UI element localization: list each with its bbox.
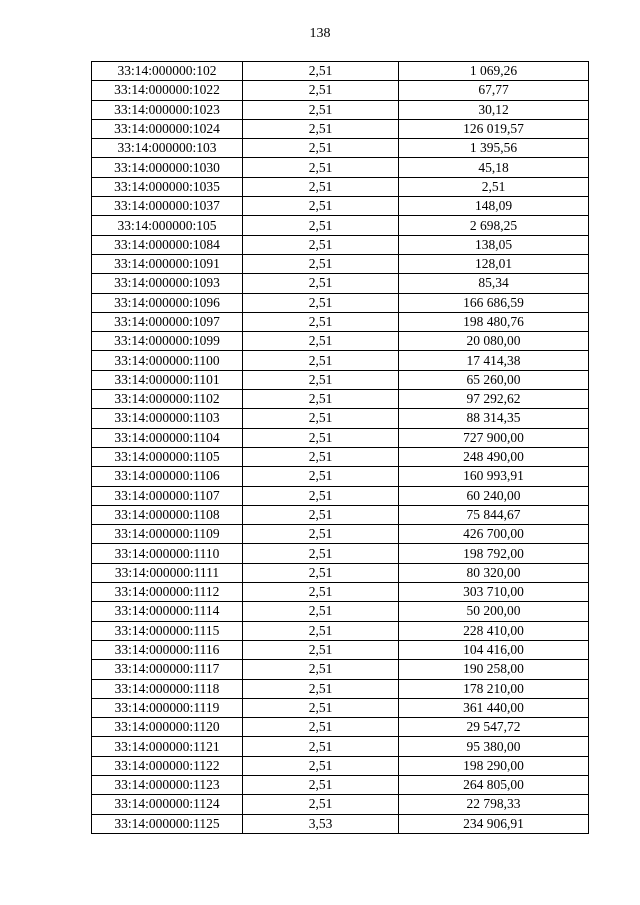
amount-cell: 97 292,62 [399,390,589,409]
amount-cell: 228 410,00 [399,621,589,640]
amount-cell: 178 210,00 [399,679,589,698]
cadastral-number-cell: 33:14:000000:1102 [92,390,243,409]
table-row [92,640,589,659]
amount-cell: 264 805,00 [399,775,589,794]
amount-cell: 198 792,00 [399,544,589,563]
rate-cell: 2,51 [243,81,399,100]
table-row [92,756,589,775]
table-row [92,235,589,254]
table-row [92,274,589,293]
amount-cell: 2,51 [399,177,589,196]
cadastral-number-cell: 33:14:000000:1123 [92,775,243,794]
cadastral-number-cell: 33:14:000000:1084 [92,235,243,254]
rate-cell: 2,51 [243,274,399,293]
rate-cell: 2,51 [243,351,399,370]
rate-cell: 2,51 [243,505,399,524]
table-row [92,312,589,331]
cadastral-number-cell: 33:14:000000:1116 [92,640,243,659]
rate-cell: 2,51 [243,177,399,196]
cadastral-number-cell: 33:14:000000:1114 [92,602,243,621]
cadastral-number-cell: 33:14:000000:1091 [92,254,243,273]
table-row [92,775,589,794]
rate-cell: 2,51 [243,583,399,602]
table-row [92,486,589,505]
cadastral-number-cell: 33:14:000000:1107 [92,486,243,505]
table-row [92,447,589,466]
cadastral-number-cell: 33:14:000000:1120 [92,718,243,737]
cadastral-number-cell: 33:14:000000:1118 [92,679,243,698]
rate-cell: 2,51 [243,775,399,794]
rate-cell: 2,51 [243,216,399,235]
rate-cell: 2,51 [243,312,399,331]
cadastral-number-cell: 33:14:000000:1022 [92,81,243,100]
table-row [92,293,589,312]
amount-cell: 303 710,00 [399,583,589,602]
rate-cell: 2,51 [243,254,399,273]
cadastral-number-cell: 33:14:000000:103 [92,139,243,158]
amount-cell: 426 700,00 [399,525,589,544]
cadastral-number-cell: 33:14:000000:102 [92,62,243,81]
amount-cell: 361 440,00 [399,698,589,717]
amount-cell: 30,12 [399,100,589,119]
rate-cell: 2,51 [243,756,399,775]
cadastral-number-cell: 33:14:000000:1030 [92,158,243,177]
rate-cell: 2,51 [243,158,399,177]
cadastral-number-cell: 33:14:000000:1122 [92,756,243,775]
cadastral-number-cell: 33:14:000000:1121 [92,737,243,756]
rate-cell: 3,53 [243,814,399,833]
amount-cell: 138,05 [399,235,589,254]
amount-cell: 80 320,00 [399,563,589,582]
table-row [92,409,589,428]
amount-cell: 126 019,57 [399,119,589,138]
cadastral-number-cell: 33:14:000000:1105 [92,447,243,466]
table-row [92,795,589,814]
rate-cell: 2,51 [243,525,399,544]
table-row [92,139,589,158]
table-row [92,100,589,119]
cadastral-value-table [91,61,589,834]
table-row [92,119,589,138]
rate-cell: 2,51 [243,602,399,621]
amount-cell: 1 069,26 [399,62,589,81]
cadastral-number-cell: 33:14:000000:105 [92,216,243,235]
amount-cell: 20 080,00 [399,332,589,351]
rate-cell: 2,51 [243,737,399,756]
rate-cell: 2,51 [243,467,399,486]
rate-cell: 2,51 [243,679,399,698]
rate-cell: 2,51 [243,621,399,640]
table-row [92,158,589,177]
table-row [92,602,589,621]
cadastral-number-cell: 33:14:000000:1099 [92,332,243,351]
cadastral-number-cell: 33:14:000000:1125 [92,814,243,833]
table-row [92,467,589,486]
cadastral-number-cell: 33:14:000000:1103 [92,409,243,428]
cadastral-number-cell: 33:14:000000:1108 [92,505,243,524]
amount-cell: 104 416,00 [399,640,589,659]
cadastral-number-cell: 33:14:000000:1119 [92,698,243,717]
amount-cell: 198 480,76 [399,312,589,331]
table-row [92,216,589,235]
amount-cell: 45,18 [399,158,589,177]
table-body [92,62,589,834]
table-row [92,544,589,563]
table-row [92,698,589,717]
rate-cell: 2,51 [243,718,399,737]
rate-cell: 2,51 [243,447,399,466]
rate-cell: 2,51 [243,197,399,216]
table-row [92,428,589,447]
rate-cell: 2,51 [243,293,399,312]
amount-cell: 29 547,72 [399,718,589,737]
amount-cell: 60 240,00 [399,486,589,505]
rate-cell: 2,51 [243,370,399,389]
cadastral-number-cell: 33:14:000000:1104 [92,428,243,447]
table-row [92,737,589,756]
table-row [92,525,589,544]
cadastral-number-cell: 33:14:000000:1024 [92,119,243,138]
table-row [92,660,589,679]
rate-cell: 2,51 [243,428,399,447]
cadastral-number-cell: 33:14:000000:1117 [92,660,243,679]
amount-cell: 148,09 [399,197,589,216]
page-number: 138 [309,26,331,41]
cadastral-number-cell: 33:14:000000:1124 [92,795,243,814]
rate-cell: 2,51 [243,235,399,254]
cadastral-number-cell: 33:14:000000:1109 [92,525,243,544]
table-row [92,332,589,351]
rate-cell: 2,51 [243,139,399,158]
table-row [92,197,589,216]
rate-cell: 2,51 [243,544,399,563]
cadastral-number-cell: 33:14:000000:1097 [92,312,243,331]
amount-cell: 727 900,00 [399,428,589,447]
amount-cell: 65 260,00 [399,370,589,389]
cadastral-number-cell: 33:14:000000:1115 [92,621,243,640]
rate-cell: 2,51 [243,563,399,582]
rate-cell: 2,51 [243,62,399,81]
cadastral-number-cell: 33:14:000000:1110 [92,544,243,563]
table-row [92,62,589,81]
cadastral-number-cell: 33:14:000000:1112 [92,583,243,602]
amount-cell: 75 844,67 [399,505,589,524]
cadastral-number-cell: 33:14:000000:1037 [92,197,243,216]
table-row [92,621,589,640]
amount-cell: 128,01 [399,254,589,273]
amount-cell: 95 380,00 [399,737,589,756]
cadastral-number-cell: 33:14:000000:1035 [92,177,243,196]
table-row [92,814,589,833]
table-row [92,679,589,698]
amount-cell: 234 906,91 [399,814,589,833]
amount-cell: 190 258,00 [399,660,589,679]
table-row [92,254,589,273]
rate-cell: 2,51 [243,390,399,409]
cadastral-number-cell: 33:14:000000:1111 [92,563,243,582]
amount-cell: 166 686,59 [399,293,589,312]
amount-cell: 50 200,00 [399,602,589,621]
rate-cell: 2,51 [243,332,399,351]
cadastral-number-cell: 33:14:000000:1023 [92,100,243,119]
table-row [92,718,589,737]
amount-cell: 2 698,25 [399,216,589,235]
rate-cell: 2,51 [243,100,399,119]
cadastral-number-cell: 33:14:000000:1093 [92,274,243,293]
amount-cell: 160 993,91 [399,467,589,486]
rate-cell: 2,51 [243,640,399,659]
table-row [92,563,589,582]
rate-cell: 2,51 [243,795,399,814]
table-row [92,505,589,524]
rate-cell: 2,51 [243,119,399,138]
table-row [92,81,589,100]
cadastral-number-cell: 33:14:000000:1101 [92,370,243,389]
table-row [92,370,589,389]
amount-cell: 22 798,33 [399,795,589,814]
amount-cell: 198 290,00 [399,756,589,775]
rate-cell: 2,51 [243,698,399,717]
rate-cell: 2,51 [243,486,399,505]
amount-cell: 17 414,38 [399,351,589,370]
amount-cell: 88 314,35 [399,409,589,428]
table-row [92,177,589,196]
amount-cell: 85,34 [399,274,589,293]
rate-cell: 2,51 [243,660,399,679]
cadastral-number-cell: 33:14:000000:1100 [92,351,243,370]
rate-cell: 2,51 [243,409,399,428]
amount-cell: 1 395,56 [399,139,589,158]
cadastral-number-cell: 33:14:000000:1106 [92,467,243,486]
table-row [92,583,589,602]
table-row [92,351,589,370]
amount-cell: 248 490,00 [399,447,589,466]
amount-cell: 67,77 [399,81,589,100]
cadastral-number-cell: 33:14:000000:1096 [92,293,243,312]
table-row [92,390,589,409]
